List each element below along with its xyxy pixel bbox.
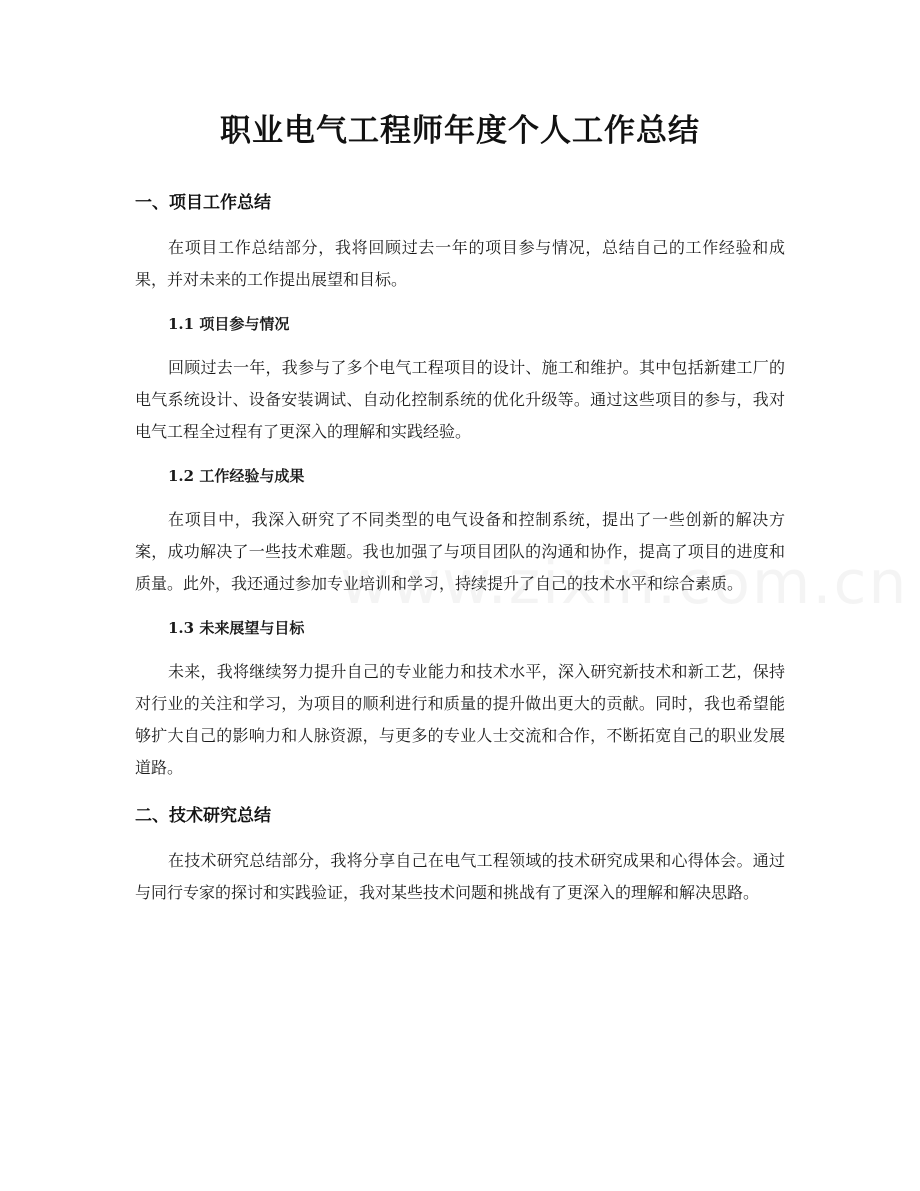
section-heading-tech-research: 二、技术研究总结 [135, 806, 271, 826]
section-intro-tech-research: 在技术研究总结部分，我将分享自己在电气工程领域的技术研究成果和心得体会。通过与同行专家的探讨和实践验证，我对某些技术问题和挑战有了更深入的理解和解决思路。 [135, 851, 785, 902]
subsection-heading-experience: 1.2 工作经验与成果 [168, 467, 305, 485]
subsection-body-outlook: 未来，我将继续努力提升自己的专业能力和技术水平，深入研究新技术和新工艺，保持对行业的关注和学习，为项目的顺利进行和质量的提升做出更大的贡献。同时，我也希望能够扩大自己的影响力和人脉资源，与更多的专业人士交流和合作，不断拓宽自己的职业发展道路。 [135, 662, 785, 777]
section-intro-project-summary: 在项目工作总结部分，我将回顾过去一年的项目参与情况，总结自己的工作经验和成果，并对未来的工作提出展望和目标。 [135, 238, 785, 289]
subsection-body-participation: 回顾过去一年，我参与了多个电气工程项目的设计、施工和维护。其中包括新建工厂的电气系统设计、设备安装调试、自动化控制系统的优化升级等。通过这些项目的参与，我对电气工程全过程有了更深入的理解和实践经验。 [135, 358, 785, 441]
document-title: 职业电气工程师年度个人工作总结 [220, 113, 700, 149]
section-heading-project-summary: 一、项目工作总结 [135, 193, 271, 213]
subsection-heading-outlook: 1.3 未来展望与目标 [168, 619, 305, 637]
subsection-heading-participation: 1.1 项目参与情况 [168, 315, 290, 333]
subsection-body-experience: 在项目中，我深入研究了不同类型的电气设备和控制系统，提出了一些创新的解决方案，成功解决了一些技术难题。我也加强了与项目团队的沟通和协作，提高了项目的进度和质量。此外，我还通过参加专业培训和学习，持续提升了自己的技术水平和综合素质。 [135, 510, 785, 593]
